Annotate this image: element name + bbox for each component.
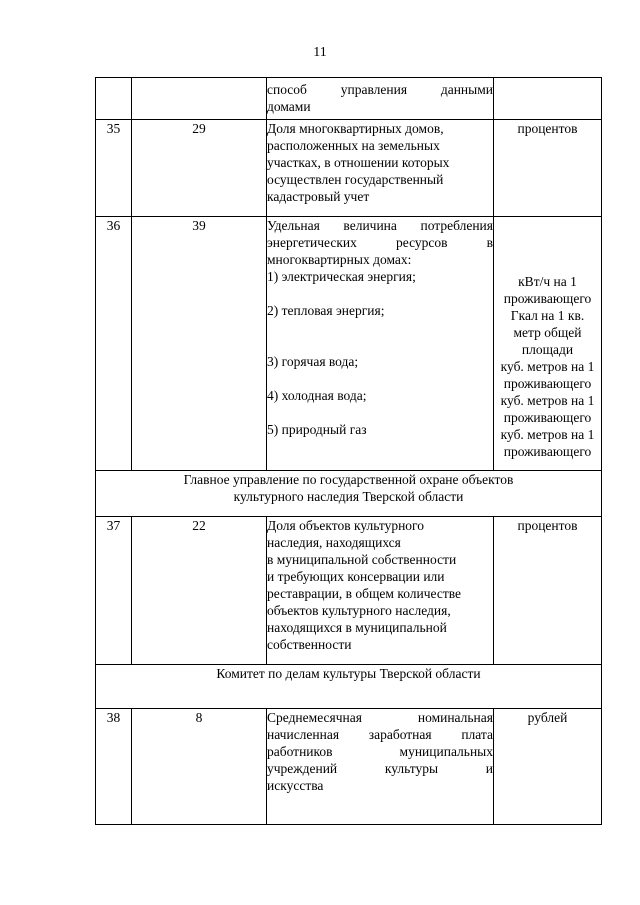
subitem-label: 2) тепловая энергия; (267, 303, 385, 318)
indicator-table (95, 77, 602, 825)
cell-unit (494, 217, 602, 471)
name-line: работников муниципальных (267, 744, 493, 759)
section-heading-line: Главное управление по государственной охране объектов (183, 472, 514, 487)
unit-line: куб. метров на 1 (500, 427, 595, 442)
name-line: объектов культурного наследия, (267, 603, 451, 618)
subitem-label: 1) электрическая энергия; (267, 269, 416, 284)
name-line: учреждений культуры и (267, 761, 493, 776)
cell-num (96, 78, 132, 120)
cell-unit: процентов (494, 517, 602, 665)
page-number: 11 (313, 45, 327, 60)
unit-line: проживающего (503, 444, 592, 459)
section-heading (96, 665, 602, 709)
unit-line: площади (521, 342, 574, 357)
unit-line: куб. метров на 1 (500, 393, 595, 408)
subitem-label: 3) горячая вода; (267, 354, 359, 369)
cell-indicator-name (267, 120, 494, 217)
name-line: расположенных на земельных (267, 138, 440, 153)
cell-num: 36 (96, 217, 132, 471)
section-heading (96, 471, 602, 517)
name-line: начисленная заработная плата (267, 727, 493, 742)
subitem-label: 5) природный газ (267, 422, 367, 437)
cell-unit: рублей (494, 709, 602, 825)
cell-num: 38 (96, 709, 132, 825)
unit-line: Гкал на 1 кв. (510, 308, 585, 323)
name-line: осуществлен государственный (267, 172, 444, 187)
cell-indicator-name (267, 517, 494, 665)
cell-code: 8 (132, 709, 267, 825)
cell-indicator-name (267, 217, 494, 471)
name-line: искусства (267, 778, 324, 793)
unit-line: проживающего (503, 410, 592, 425)
cell-code: 29 (132, 120, 267, 217)
name-line: участках, в отношении которых (267, 155, 450, 170)
cell-indicator-name (267, 78, 494, 120)
name-line: Доля объектов культурного (267, 518, 425, 533)
cell-code: 39 (132, 217, 267, 471)
unit-line: куб. метров на 1 (500, 359, 595, 374)
name-line: и требующих консервации или (267, 569, 445, 584)
unit-line: проживающего (503, 376, 592, 391)
name-line: находящихся в муниципальной (267, 620, 447, 635)
unit-line: кВт/ч на 1 (518, 274, 577, 289)
cell-num: 35 (96, 120, 132, 217)
section-heading-row (96, 471, 602, 517)
cell-indicator-name (267, 709, 494, 825)
cell-unit (494, 78, 602, 120)
cell-code (132, 78, 267, 120)
name-line: энергетических ресурсов в (267, 235, 493, 250)
name-line: наследия, находящихся (267, 535, 401, 550)
unit-line: проживающего (503, 291, 592, 306)
name-line: домами (267, 99, 311, 114)
cell-unit: процентов (494, 120, 602, 217)
section-heading-line: культурного наследия Тверской области (233, 489, 464, 504)
name-line: в муниципальной собственности (267, 552, 457, 567)
name-line: собственности (267, 637, 352, 652)
subitem-label: 4) холодная вода; (267, 388, 367, 403)
name-line: реставрации, в общем количестве (267, 586, 462, 601)
name-line: кадастровый учет (267, 189, 370, 204)
table-row (96, 120, 602, 217)
table-row (96, 709, 602, 825)
table-row (96, 517, 602, 665)
table-row (96, 217, 602, 471)
name-line: Удельная величина потребления (267, 218, 493, 233)
name-line: Среднемесячная номинальная (267, 710, 493, 725)
section-heading-line: Комитет по делам культуры Тверской области (216, 666, 481, 681)
table-row-continuation (96, 78, 602, 120)
unit-line: метр общей (513, 325, 582, 340)
section-heading-row (96, 665, 602, 709)
cell-num: 37 (96, 517, 132, 665)
cell-code: 22 (132, 517, 267, 665)
name-line: Доля многоквартирных домов, (267, 121, 444, 136)
name-line: способ управления данными (267, 82, 493, 97)
name-line: многоквартирных домах: (267, 252, 412, 267)
